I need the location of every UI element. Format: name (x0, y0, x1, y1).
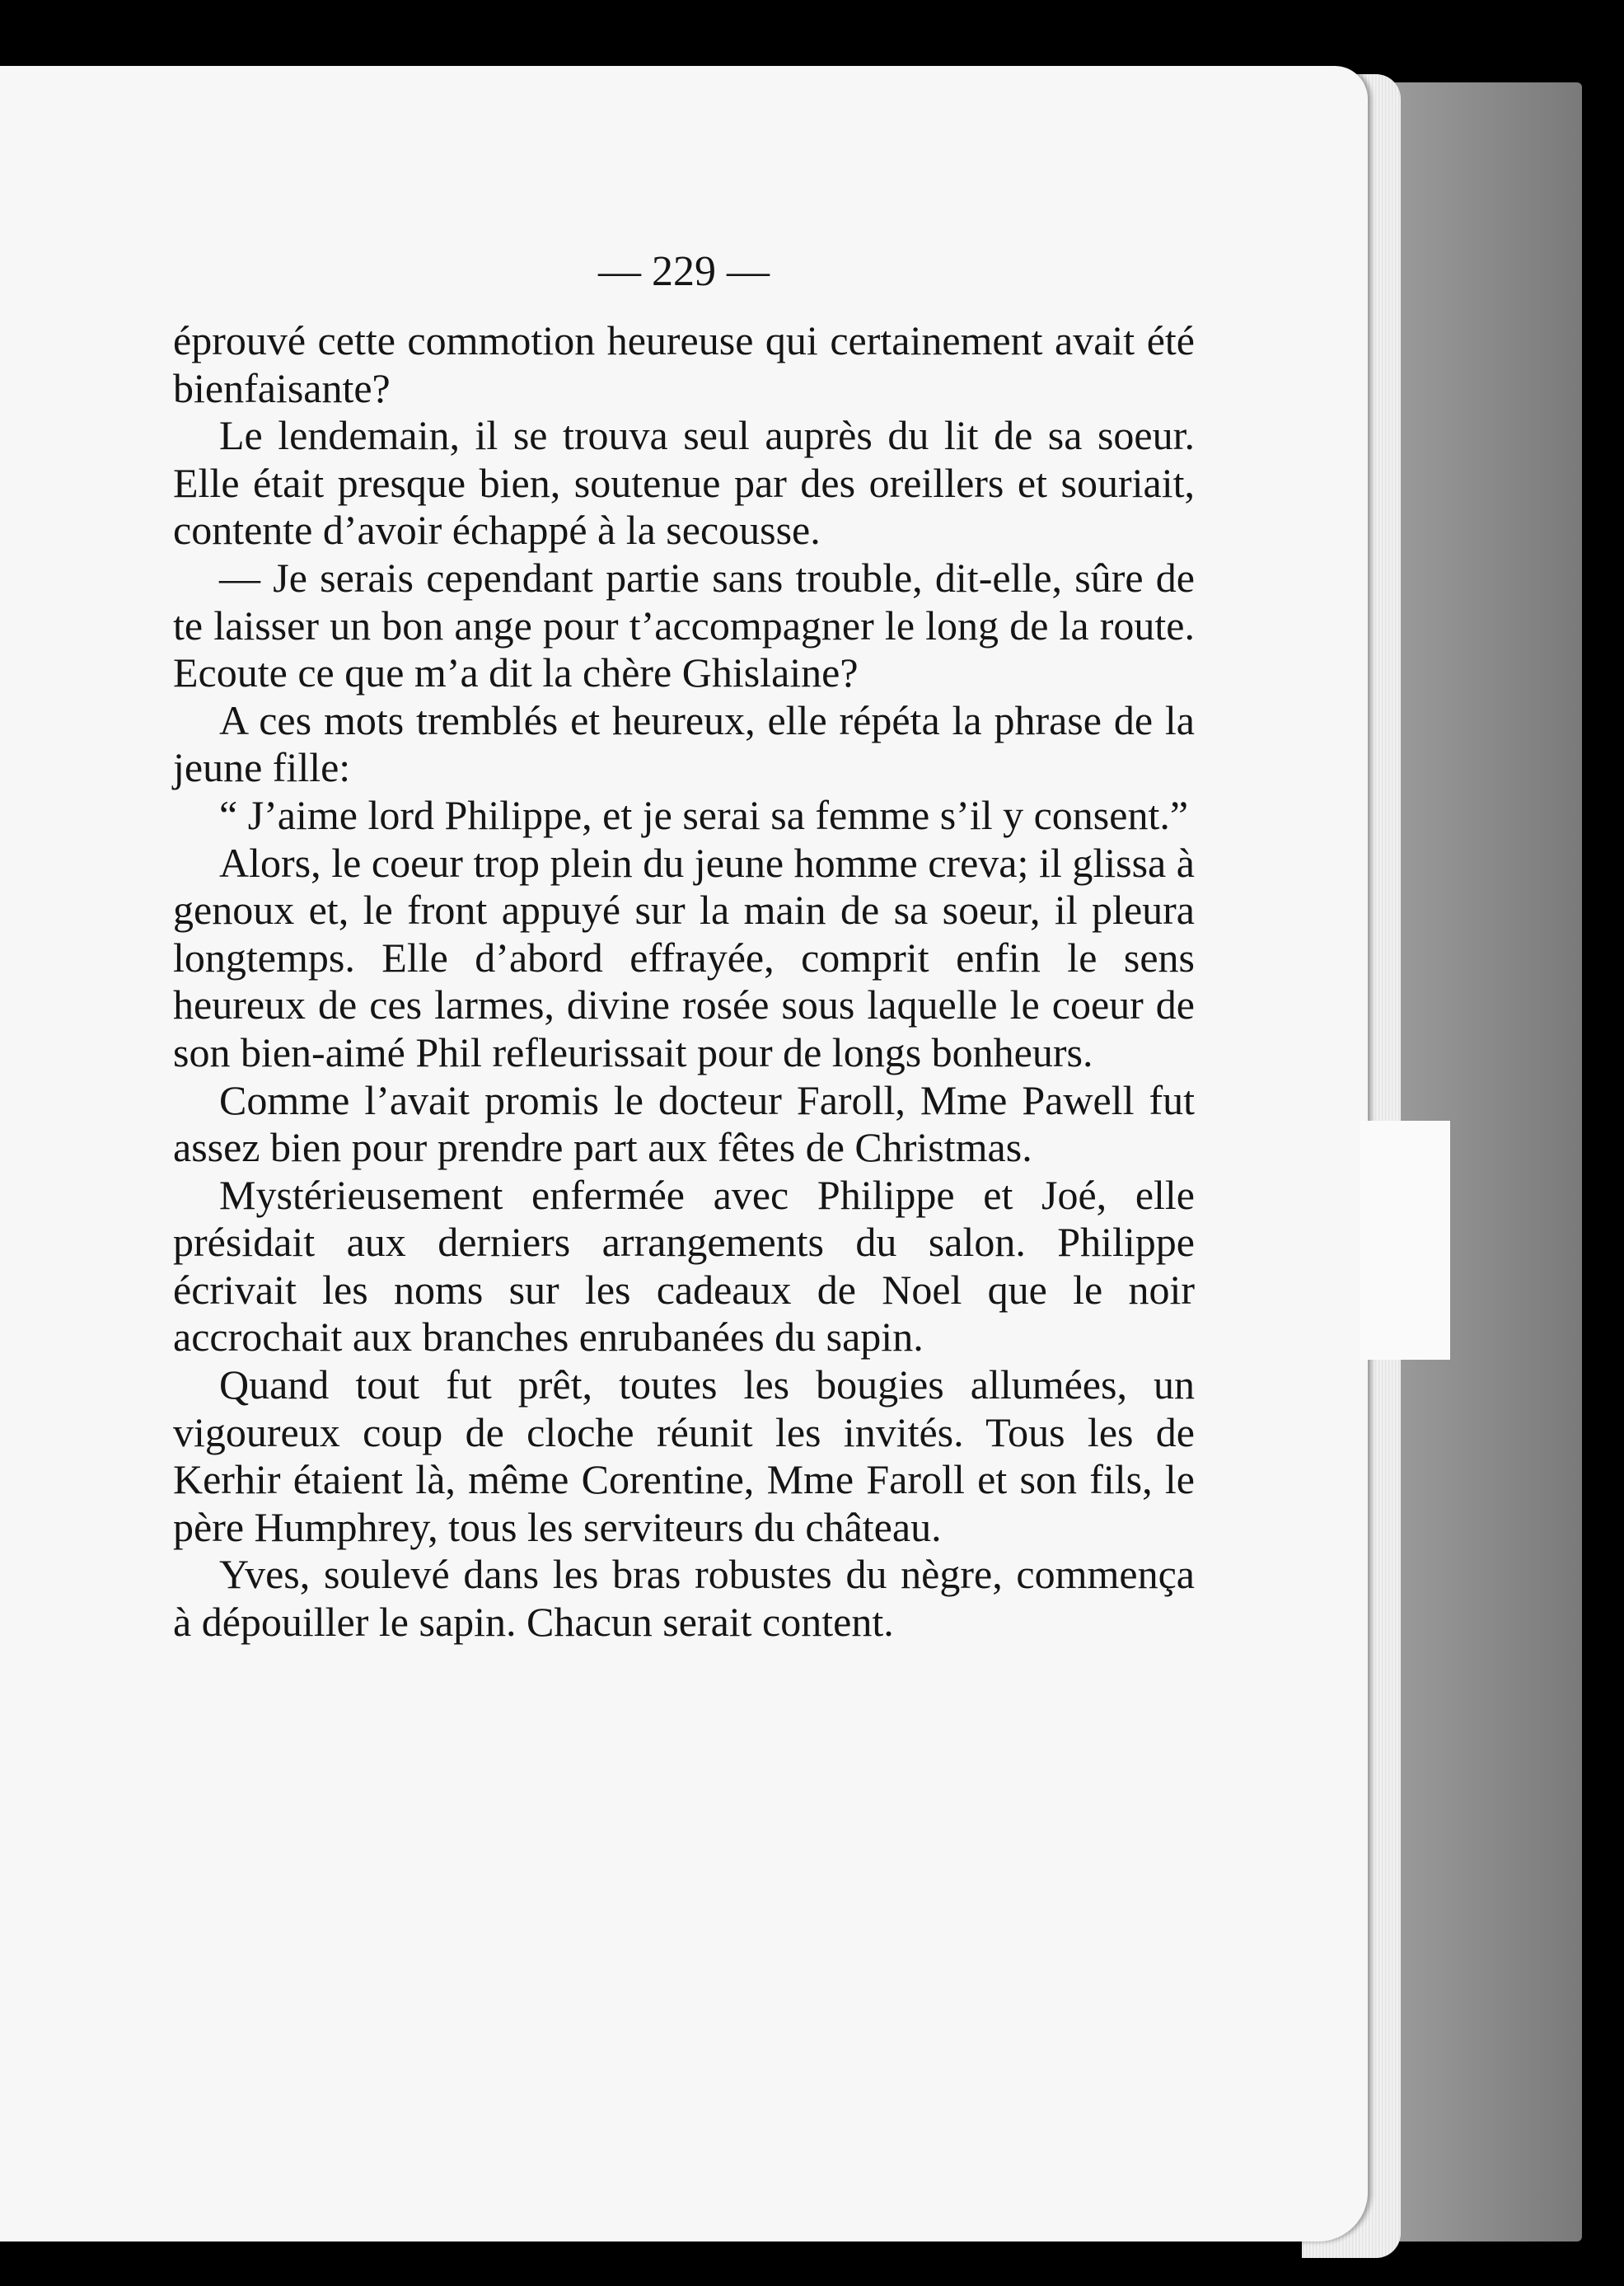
page-tab-marker (1360, 1121, 1450, 1360)
paragraph: Yves, soulevé dans les bras robustes du nègre, commença à dépouiller le sapin. Chacun serait content. (173, 1551, 1195, 1646)
paragraph: — Je serais cependant partie sans trouble, dit-elle, sûre de te laisser un bon ange pour t’accompagner le long de la route. Ecoute ce que m’a dit la chère Ghislaine? (173, 554, 1195, 696)
page-text (173, 317, 1195, 1647)
page-number: — 229 — (598, 248, 770, 295)
paragraph: A ces mots tremblés et heureux, elle répéta la phrase de la jeune fille: (173, 696, 1195, 791)
paragraph: “ J’aime lord Philippe, et je serai sa femme s’il y consent.” (219, 791, 1189, 838)
paragraph: Comme l’avait promis le docteur Faroll, Mme Pawell fut assez bien pour prendre part aux fêtes de Christmas. (173, 1076, 1195, 1171)
paragraph: Alors, le coeur trop plein du jeune homme creva; il glissa à genoux et, le front appuyé sur la main de sa soeur, il pleura longtemps. Elle d’abord effrayée, comprit enfin le sens heureux de ces larmes, divine rosée sous laquelle le coeur de son bien-aimé Phil refleurissait pour de longs bonheurs. (173, 839, 1195, 1075)
paragraph: Mystérieusement enfermée avec Philippe et Joé, elle présidait aux derniers arrangements du salon. Philippe écrivait les noms sur les cadeaux de Noel que le noir accrochait aux branches enrubanées du sapin. (173, 1171, 1195, 1361)
paragraph: éprouvé cette commotion heureuse qui certainement avait été bienfaisante? (173, 317, 1195, 411)
paragraph: Quand tout fut prêt, toutes les bougies allumées, un vigoureux coup de cloche réunit les invités. Tous les de Kerhir étaient là, même Corentine, Mme Faroll et son fils, le père Humphrey, tous les serviteurs du château. (173, 1361, 1195, 1550)
paragraph: Le lendemain, il se trouva seul auprès du lit de sa soeur. Elle était presque bien, soutenue par des oreillers et souriait, contente d’avoir échappé à la secousse. (173, 412, 1195, 554)
